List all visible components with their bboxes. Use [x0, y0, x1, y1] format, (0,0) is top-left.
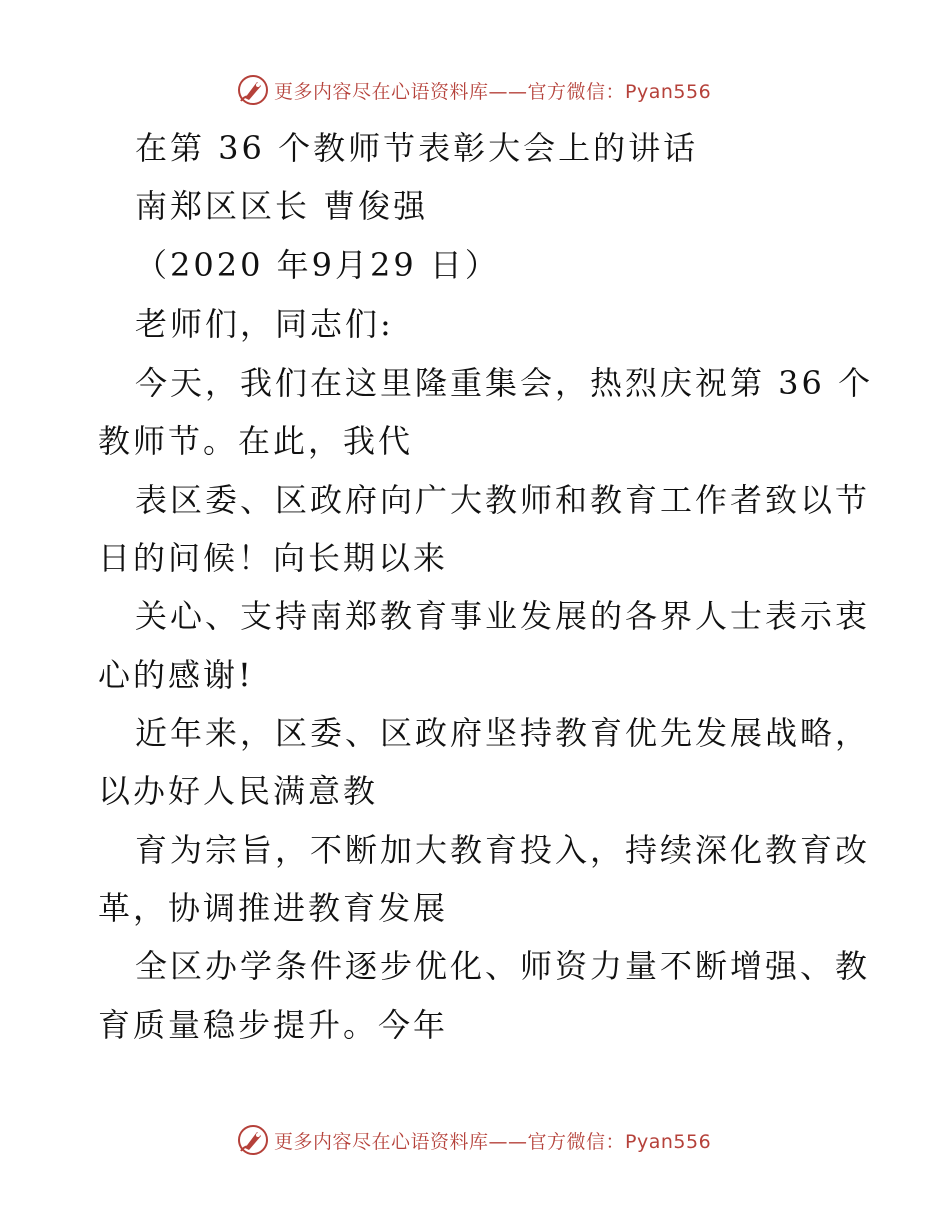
body-line: 革，协调推进教育发展 — [98, 889, 449, 927]
pen-nib-logo-icon — [236, 1123, 270, 1157]
body-line: 心的感谢! — [98, 656, 254, 694]
body-line: 表区委、区政府向广大教师和教育工作者致以节 — [135, 481, 871, 519]
body-line: 教师节。在此，我代 — [98, 422, 414, 460]
body-line: 今天，我们在这里隆重集会，热烈庆祝第 36 个 — [135, 364, 874, 402]
document-title: 在第 36 个教师节表彰大会上的讲话 — [135, 129, 699, 167]
watermark-text: 更多内容尽在心语资料库——官方微信：Pyan556 — [274, 1130, 712, 1153]
document-author: 南郑区区长 曹俊强 — [135, 187, 429, 225]
pen-nib-logo-icon — [236, 73, 270, 107]
watermark-text: 更多内容尽在心语资料库——官方微信：Pyan556 — [274, 80, 712, 103]
body-line: 关心、支持南郑教育事业发展的各界人士表示衷 — [135, 597, 871, 635]
watermark-header — [236, 72, 711, 108]
salutation: 老师们，同志们: — [135, 305, 394, 343]
body-line: 以办好人民满意教 — [98, 772, 379, 810]
body-line: 全区办学条件逐步优化、师资力量不断增强、教 — [135, 947, 871, 985]
watermark-footer — [236, 1122, 711, 1158]
body-line: 近年来，区委、区政府坚持教育优先发展战略， — [135, 714, 871, 752]
body-line: 育质量稳步提升。今年 — [98, 1006, 449, 1044]
document-date: （2020 年9月29 日） — [135, 246, 500, 284]
body-line: 日的问候！向长期以来 — [98, 539, 449, 577]
body-line: 育为宗旨，不断加大教育投入，持续深化教育改 — [135, 831, 871, 869]
